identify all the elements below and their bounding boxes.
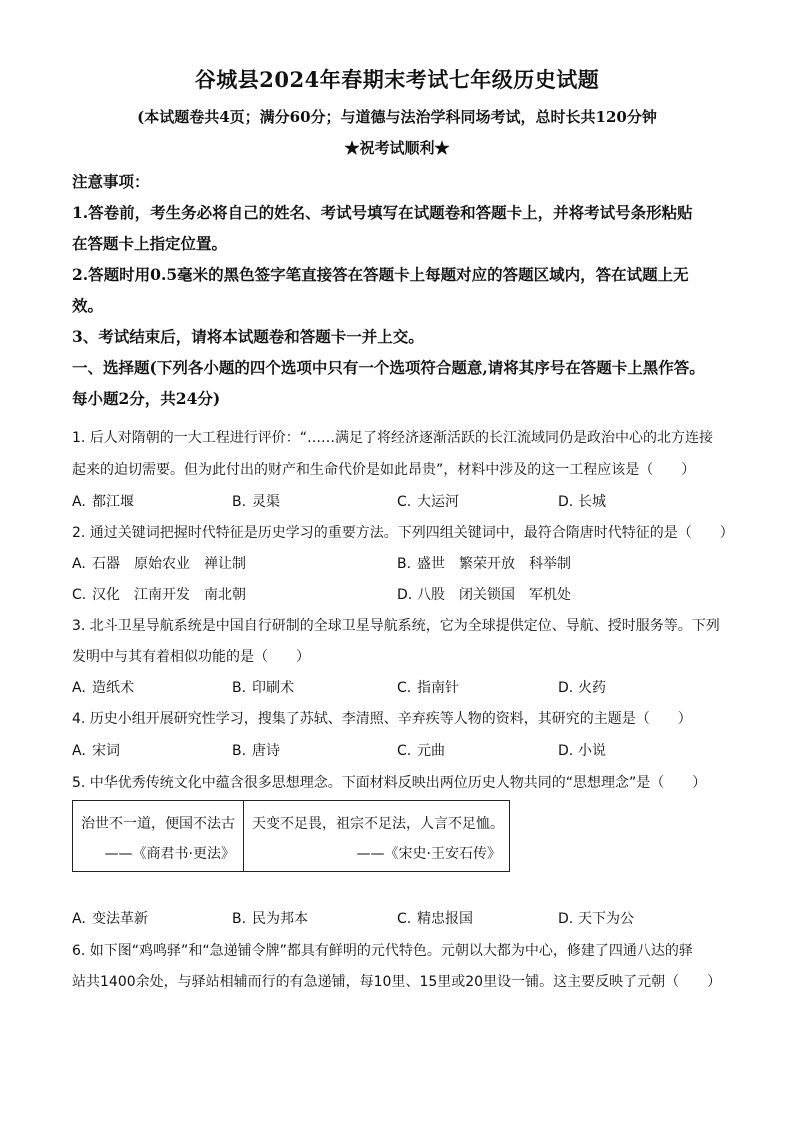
- option-d[interactable]: D. 八股 闭关锁国 军机处: [397, 587, 571, 603]
- notice-heading: 注意事项：: [72, 172, 150, 191]
- exam-title: 谷城县2024年春期末考试七年级历史试题: [194, 67, 600, 92]
- notice-item-2-line-2: 效。: [72, 296, 104, 315]
- quote-text: 天变不足畏，祖宗不足法，人言不足恤。: [252, 816, 504, 832]
- option-a[interactable]: A. 造纸术: [72, 680, 134, 696]
- exam-subtitle: (本试题卷共4页；满分60分；与道德与法治学科同场考试，总时长共120分钟: [137, 108, 657, 126]
- option-a[interactable]: A. 都江堰: [72, 494, 134, 510]
- question-2-stem: 2. 通过关键词把握时代特征是历史学习的重要方法。下列四组关键词中，最符合隋唐时代特征的是（ ）: [72, 525, 734, 541]
- question-2-options-row-1: [72, 549, 732, 580]
- section-1-heading-line-1: 一、选择题(下列各小题的四个选项中只有一个选项符合题意,请将其序号在答题卡上黑作答。: [72, 358, 705, 377]
- option-d[interactable]: D. 小说: [558, 743, 606, 759]
- option-a[interactable]: A. 变法革新: [72, 911, 148, 927]
- quote-cell-wang-anshi: [244, 801, 509, 871]
- option-d[interactable]: D. 天下为公: [558, 911, 634, 927]
- good-luck-line: ★祝考试顺利★: [344, 139, 450, 157]
- question-4-options: [72, 736, 732, 767]
- quote-text: 治世不一道，便国不法古: [81, 816, 235, 832]
- question-4-stem: 4. 历史小组开展研究性学习，搜集了苏轼、李清照、辛弃疾等人物的资料，其研究的主题是（ ）: [72, 711, 692, 727]
- option-b[interactable]: B. 盛世 繁荣开放 科举制: [397, 556, 571, 572]
- notice-item-1-line-2: 在答题卡上指定位置。: [72, 234, 228, 253]
- quote-table: [72, 800, 510, 872]
- option-d[interactable]: D. 长城: [558, 494, 606, 510]
- question-1-stem-line-1: 1. 后人对隋朝的一大工程进行评价：“……满足了将经济逐渐活跃的长江流域同仍是政治中心的北方连接: [72, 430, 714, 446]
- option-c[interactable]: C. 精忠报国: [397, 911, 473, 927]
- option-b[interactable]: B. 印刷术: [232, 680, 294, 696]
- notice-item-2-line-1: 2.答题时用0.5毫米的黑色签字笔直接答在答题卡上每题对应的答题区域内，答在试题上无: [72, 265, 689, 284]
- question-3-stem-line-2: 发明中与其有着相似功能的是（ ）: [72, 649, 310, 665]
- option-c[interactable]: C. 指南针: [397, 680, 459, 696]
- section-1-heading-line-2: 每小题2分，共24分): [72, 389, 221, 408]
- option-b[interactable]: B. 民为邦本: [232, 911, 308, 927]
- quote-source: ——《宋史·王安石传》: [356, 846, 501, 862]
- option-c[interactable]: C. 汉化 江南开发 南北朝: [72, 587, 246, 603]
- option-b[interactable]: B. 灵渠: [232, 494, 280, 510]
- question-6-stem-line-2: 站共1400余处，与驿站相辅而行的有急递铺，每10里、15里或20里设一铺。这主要反映了元朝（ ）: [72, 974, 722, 990]
- question-5-stem: 5. 中华优秀传统文化中蕴含很多思想理念。下面材料反映出两位历史人物共同的“思想理念”是（ ）: [72, 775, 707, 791]
- question-1-stem-line-2: 起来的迫切需要。但为此付出的财产和生命代价是如此昂贵”，材料中涉及的这一工程应该是（ ）: [72, 462, 696, 478]
- option-a[interactable]: A. 宋词: [72, 743, 120, 759]
- question-3-options: [72, 673, 732, 704]
- question-2-options-row-2: [72, 580, 732, 611]
- question-3-stem-line-1: 3. 北斗卫星导航系统是中国自行研制的全球卫星导航系统，它为全球提供定位、导航、授时服务等。下列: [72, 618, 720, 634]
- option-a[interactable]: A. 石器 原始农业 禅让制: [72, 556, 246, 572]
- notice-item-1-line-1: 1.答卷前，考生务必将自己的姓名、考试号填写在试题卷和答题卡上，并将考试号条形粘贴: [72, 203, 693, 222]
- notice-item-3: 3、考试结束后，请将本试题卷和答题卡一并上交。: [72, 327, 424, 346]
- question-5-options: [72, 904, 732, 935]
- option-d[interactable]: D. 火药: [558, 680, 606, 696]
- quote-cell-shang-jun: [73, 801, 244, 871]
- question-1-options: [72, 487, 732, 518]
- quote-source: ——《商君书·更法》: [104, 846, 235, 862]
- question-6-stem-line-1: 6. 如下图“鸡鸣驿”和“急递铺令牌”都具有鲜明的元代特色。元朝以大都为中心，修建了四通八达的驿: [72, 943, 693, 959]
- option-c[interactable]: C. 元曲: [397, 743, 445, 759]
- option-c[interactable]: C. 大运河: [397, 494, 459, 510]
- option-b[interactable]: B. 唐诗: [232, 743, 280, 759]
